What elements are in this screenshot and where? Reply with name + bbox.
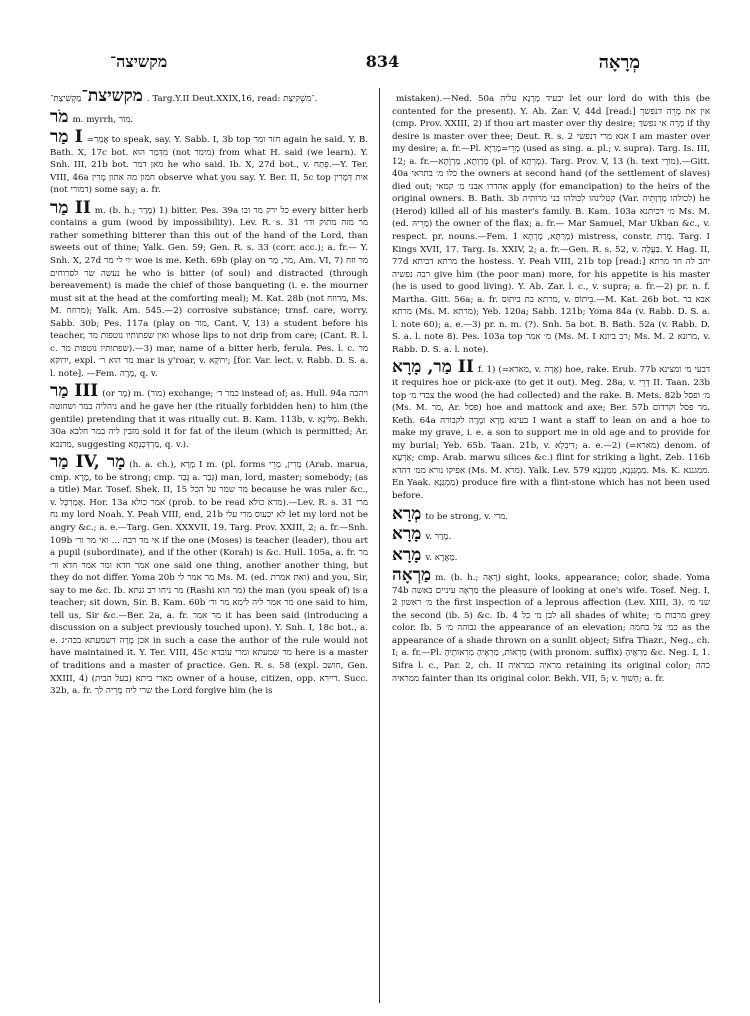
entry-text: mistaken).—Ned. 50a יבעיד מָרָנָא עליה let our lord do with this (be contented for the present). Y. Ab. Zar. V, 44d [read:] אין את מָרֵה דנפשך (cmp. Prov. XXIII, 2) if thou art master over thy desire; מָרָה אי נפשך if thy desire is master over thee; Deut. R. s. 2 אנא מרי דנפשי I am master over my desire; a. fr.—Pl. מָרֵי=מָרַיָּא (used as sing. a. pl.; v. supra). Targ. Is. III, 12; a. fr.—מָרַוְתָא, מָרְוָתָא (pl. of מָרְתָא). Targ. Prov. V, 13 (h. text מוֹרָי).—Gitt. 40a כלו מ׳ בתראי the owners at second hand (of the settlement of slaves) died out; אהדרו אבני מ׳ קמאי apply (for emancipation) to the heirs of the original owners. B. Bath. 3b קטלינהו לכולהו בני מרותיה (Var. לכולהו מָרְוָתֵיה) he (Herod) killed all of his master's family. B. Kam. 103a מ׳ דכיתנא Ms. M. (ed. מָרֵיהּ) the owner of the flax; a. fr.— Mar Samuel, Mar Ukban &c., v. respect. pr. nouns.—Fem. מָרְתָּא, מָרְתָא 1) mistress, constr. מָרַת. Targ. I Kings XVII, 17. Targ. Is. XXIV, 2; a. fr.—Gen. R. s. 52, v. בַּעֲלָה. Y. Hag. II, 77d מרתא דביתא the hostess. Y. Peah VIII, 21b top [read:] יהב לה חד מרתא רבה נפשיה give him (the poor man) more, for his appetite is his master (he is used to good living). Y. Ab. Zar. l. c., v. supra; a. fr.—2) pr. n. f. Martha. Gitt. 56a; a. fr. מרתא בת ביתוס, v. בֵּיתוֹס.—M. Kat. 26b bot. אבא בר מרתא (Ms. M. מרתא); Yeb. 120a; Sabb. 121b; Yoma 84a (v. Rabb. D. S. a. l. note 60); a. e.—3) pr. n. m. (?). Snh. 5a bot. B. Bath. 52a (v. Rabb. D. S. a. l. note 8). Pes. 103a top מ׳ אמר (Ms. M. I רב ביונא; Ms. M. 2 מרונא, v. Rabb. D. S. a. l. note). <box>392 94 710 355</box>
left-guide-word: מקשיצה־ <box>110 52 168 71</box>
dictionary-entry <box>392 359 710 502</box>
dictionary-entry <box>50 106 368 127</box>
dictionary-entry <box>392 88 710 356</box>
entry-headword: מַר III <box>50 381 99 402</box>
entry-text: m. (b. h.; מָרַר) 1) bitter. Pes. 39a כל ירק מר ובו every bitter herb contains a gum (wood by impossibility). Lev. R. s. 31 מר מזה מתוק ודו׳ rather something bitterer than this out of the hand of the Lord, than sweets out of thine; Yalk. Gen. 59; Gen. R. s. 33 (corr. acc.); a. fr.— Y. Snh. X, 27d ׳וי לי מר woe is me. Keth. 69b (play on מֹר, מַר, Am. VI, 7) מר וזח נעשה שר לסרוחים he who is bitter (of soul) and distracted (through bereavement) is made the chief of those banqueting (i. e. the mourner must sit at the head at the comforting meal); M. Kat. 28b (not מרוזח, Ms. M. מרוזח); Yalk. Am. 545.—2) corrosive substance; trnsf. care, worry. Sabb. 30b; Pes. 117a (play on מוֹר, Cant. V, 13) a student before his teacher, ואין שפתותיו נוטפות מר whose lips to not drip from care; (Cant. R. l. c. שפתותיו נוטפות מר).—3) mar, name of a bitter herb, ferula. Pes. l. c. מר ירוקא, expl. מר הוא ר׳ mar is y'roar, v. ירוֹקָא; [for. Var. lect. v. Rabb. D. S. a. l. note]. —Fem. מָרָה, q. v. <box>50 205 368 379</box>
entry-headword: מַר I <box>50 127 83 148</box>
entry-text: =אֲמַר to speak, say. Y. Sabb. I, 3b top חזר ומר again he said. Y. B. Bath. X, 17c bot. מִדְּמַר הוּא (not מימר) from what H. said (we learn). Y. Snh. III, 21b bot. מאן דמר he who said. Ib. X, 27d bot., v. פְּתַח.—Y. Ter. VIII, 46a חמון מה אתון מָרִין observe what you say. Y. Ber. II, 5c top אית דְּמָרִין (not דמורי) some say; a. fr. <box>50 135 368 196</box>
page-number: 834 <box>365 52 400 71</box>
entry-text: m. (b. h.; רָאָה) sight, looks, appearance; color, shade. Yoma 74b מַרְאָה עיניים באשה the pleasure of looking at one's wife. Tosef. Neg. I, 2 מ׳ ראשון the first inspection of a leprous affection (Lev. XIII, 3). שני מ׳ the second (ib. 5) &c. Ib. 4 לבן מ׳ כל all shades of white; מרבות מ׳ grey color. Ib. 5 גבוהה מ׳ the appearance of an elevation; כמ׳ צל בחמה as the appearance of a shade thrown on a sunlit object; Sifra Thazr., Neg., ch. I; a. fr.—Pl. מַרְאוֹת, מַרְאֶיהָ מַרְאוֹתֶיהָ (with pronom. suffix) מַרְאֶיהָ &c. Neg. I, 1. Sifra l. c., Par. 2, ch. II מראיה במראיה retaining its original color; כהה ממראיה fainter than its original color. Bekh. VII, 5; v. חָשׁוּךְ; a. fr. <box>392 573 710 684</box>
entry-headword: מקשיצת־ <box>81 88 143 106</box>
right-guide-word: מְרָאָה <box>598 52 640 73</box>
entry-text: (or מָר) m. (מור) exchange; כמר ד׳ instead of; as. Hull. 94a ויהבה ניהליה במר ושחוטה and he gave her (the ritually forbidden hen) to him (the gentile) pretending that it was ritually cut. B. Kam. 113b, v. מְלִינָא. Bekh. 30a מזבין ליה במר חלבא sold it for fat of the ileum (which is permitted; Ar. מרנכא, suggesting מַרְדְּכָנְתָא, q. v.). <box>50 389 368 450</box>
column-divider <box>379 88 380 1003</box>
entry-text: f. 1) (=מארא, v. אָרָה) hoe, rake. Erub. 77b דבעי מ׳ ומצינא it requires hoe or pick-axe (to get it out). Meg. 28a, v. דְּרֵי II. Taan. 23b top צבדי מ׳ the wood (he had collected) and the rake. B. Mets. 82b מ׳ ופסל (Ms. M. מר, Ar. פסל) hoe and mattock and axe; Ber. 57b מר פסל וקרדום. Keth. 64a בעינא מָרָא ומָרָה לקבורה I want a staff to lean on and a hoe to make my grave, i. e. a son to support me in old age and to provide for my burial; Yeb. 65b. Taan. 21b, v. דִּיבְלָא; a. e.—2) (=מארא) denom. of אַרְעָא; cmp. Arab. marwu silices &c.) flint for striking a light. Zeb. 116b אפיקו נורא ממ׳ דהדא (Ms. M. מרא). Yalk. Lev. 579 מַמְגַּנְנָא, מַמְגָּנְנָא. Ms. K. ממגננא. En Yaak. מַמְגַּנָא) produce fire with a flint-stone which has not been used before. <box>392 365 710 501</box>
entry-headword: מַר II <box>50 197 91 218</box>
dictionary-entry <box>50 383 368 451</box>
entry-headword: מָרָא <box>392 524 422 545</box>
entry-headword: מְרָא <box>392 503 422 524</box>
dictionary-entry <box>392 526 710 544</box>
entry-text: מַקְשִׁיצַת־. Targ.Y.II Deut.XXIX,16, read: ־מִשְׁקִיצַת. <box>50 94 318 104</box>
entry-text: v. מַאֲרָא. <box>425 552 458 563</box>
dictionary-columns <box>50 88 710 1003</box>
dictionary-entry <box>392 567 710 685</box>
dictionary-entry <box>392 503 710 524</box>
page-header <box>55 52 710 76</box>
dictionary-entry <box>50 197 368 381</box>
entry-text: (h. a. ch.), מָרָא I m. (pl. forms מָרִין, מָרֵי (Arab. marua, cmp. מָרָא, to be strong; cmp. גֶּבֶר a. גְּבַר) man, lord, master; somebody; (as a title) Mar. Tosef. Shek. II, 15 מר שמר על הכל because he was ruler &c., v. אֶמַרְכָּל. Hor. 13a אמר כולא (prob. to be read מרא כולא).—Lev. R. s. 31 מרי נח my lord Noah. Y. Peah VIII, end, 21b לא יכעוס מרי עלי let my lord not be angry &c.; a. e.—Targ. Gen. XXXVII, 19. Targ. Prov. XXIII, 2; a. fr.—Snh. 109b אי מר רבה ... ואי מר ור׳ if the one (Moses) is teacher (leader), thou art a pupil (subordinate), and if the other (Korah) is &c. Hull. 105a, a. fr. מר אמר חדא ומר אמר חדא ור׳ one said one thing, another another thing, but they do not differ. Yoma 20b מר אמר לי Ms. M. (ed. ואת אמרת) and you, Sir, say to me &c. Ib. מר ניחו רב גנתא (Rashi מר הוא) the man (you speak of) is a teacher; sit down, Sir. B. Kam. 60b מר אמר ליה לימא מר ור׳ one said to him, tell us, Sir &c.—Ber. 2a, a. fr. מר אמר it has been said (introducing a discussion on a subject previously touched upon). Y. Snh. I, 18c bot., a. e. אכן מָרָה דשמעתא בכה״ג in such a case the author of the rule would not have maintained it. Y. Ter. VIII, 45c מר שמעתא ומרי עובדא here is a master of traditions and a master of practice. Gen. R. s. 58 (expl. חושב, Gen. XXIII, 4) מארי ביתא (בעל הבית) owner of a house, citizen, opp. דיירא. Succ. 32b, a. fr. שרי ליה מָרֵיה לך the Lord forgive him (he is <box>50 460 368 697</box>
entry-headword: מַרְאָה <box>392 565 432 586</box>
dictionary-entry <box>392 544 710 565</box>
entry-text: m. myrrh, מוֹר. <box>72 114 134 125</box>
left-column <box>50 88 368 1003</box>
dictionary-entry <box>50 454 368 697</box>
entry-headword: מָרָא <box>392 544 422 565</box>
right-column <box>392 88 710 1003</box>
entry-headword: מַר IV, מָר <box>50 452 126 473</box>
dictionary-entry <box>50 88 368 106</box>
entry-text: to be strong, v. מרי. <box>425 511 509 522</box>
entry-headword: מַר, מָרָא II <box>392 357 474 378</box>
entry-headword: מֹר <box>50 106 69 127</box>
dictionary-entry <box>50 129 368 197</box>
entry-text: v. מָרַר. <box>425 532 452 543</box>
